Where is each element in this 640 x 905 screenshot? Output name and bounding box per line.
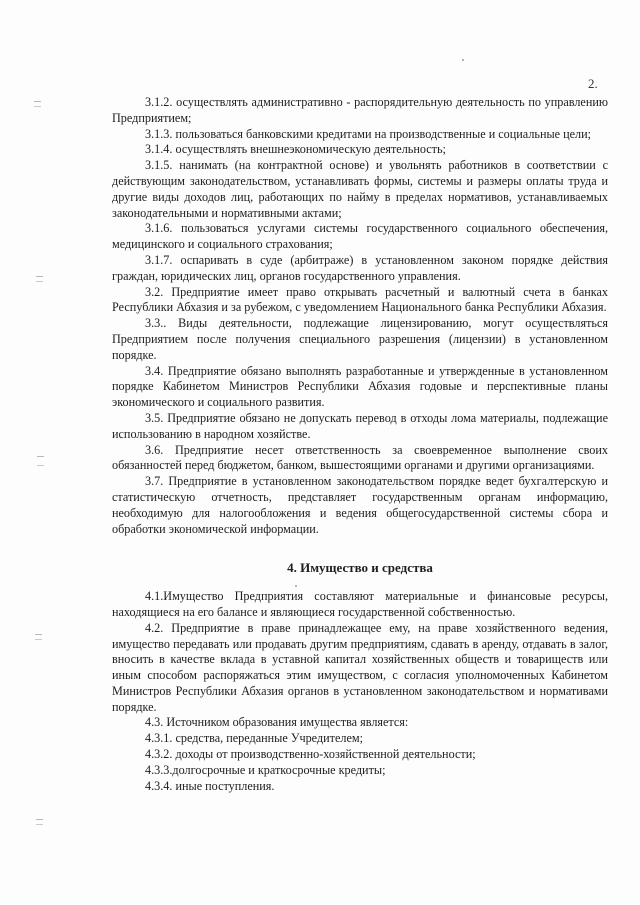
scan-mark [36,276,43,282]
paragraph-4-2: 4.2. Предприятие в праве принадлежащее ему, на праве хозяйственного ведения, имущество передавать или продавать другим предприятиям, сдавать в аренду, отдавать в залог, вносить в качестве вклада в уставной капитал хозяйственных обществ и товариществ или иным способом распоряжаться этим имуществом, с согласия уполномоченных Кабинетом Министров Республики Абхазия органов в установленном законодательством и нормативами порядке. [112,620,608,714]
scan-mark [36,819,43,825]
paragraph-3-5: 3.5. Предприятие обязано не допускать перевод в отходы лома материалы, подлежащие использованию в народном хозяйстве. [112,410,608,441]
paragraph-3-1-2: 3.1.2. осуществлять административно - распорядительную деятельность по управлению Предприятием; [112,95,608,125]
paragraph-3-1-3: 3.1.3. пользоваться банковскими кредитами на производственные и социальные цели; [145,126,592,141]
page-number: 2. [588,76,598,91]
paragraph-3-1-4: 3.1.4. осуществлять внешнеэкономическую деятельность; [145,142,446,157]
paragraph-3-1-5: 3.1.5. нанимать (на контрактной основе) и увольнять работников в соответствии с действующим законодательством, устанавливать формы, системы и размеры оплаты труда и другие виды доходов лиц, работающих по найму в пределах нормативов, устанавливаемых законодательными и нормативными актами; [112,158,608,220]
paragraph-4-3-4: 4.3.4. иные поступления. [145,778,275,793]
scan-speck [462,59,464,61]
document-body [112,95,608,794]
scan-mark [37,456,44,466]
paragraph-3-1-6: 3.1.6. пользоваться услугами системы государственного социального обеспечения, медицинского и социального страхования; [112,221,608,252]
scan-mark [34,101,41,107]
paragraph-3-7: 3.7. Предприятие в установленном законодательством порядке ведет бухгалтерскую и статистическую отчетность, представляет государственным органам информацию, необходимую для налогообложения и ведения общегосударственной системы сбора и обработки экономической информации. [112,474,608,536]
section-title: 4. Имущество и средства [287,560,433,576]
paragraph-3-3: 3.3.. Виды деятельности, подлежащие лицензированию, могут осуществляться Предприятием после получения специального разрешения (лицензии) в установленном порядке. [112,316,608,362]
paragraph-3-2: 3.2. Предприятие имеет право открывать расчетный и валютный счета в банках Республики Абхазия и за рубежом, с уведомлением Национального банка Республики Абхазия. [112,284,608,315]
scan-mark [35,634,42,640]
paragraph-4-3-3: 4.3.3.долгосрочные и краткосрочные кредиты; [145,762,386,777]
paragraph-4-3-2: 4.3.2. доходы от производственно-хозяйственной деятельности; [145,747,476,762]
paragraph-3-4: 3.4. Предприятие обязано выполнять разработанные и утвержденные в установленном порядке Кабинетом Министров Республики Абхазия годовые и перспективные планы экономического и социального развития. [112,363,608,410]
paragraph-4-3: 4.3. Источником образования имущества является: [145,715,409,730]
paragraph-3-1-7: 3.1.7. оспаривать в суде (арбитраже) в установленном законом порядке действия граждан, юридических лиц, органов государственного управления. [112,252,608,283]
paragraph-4-3-1: 4.3.1. средства, переданные Учредителем; [145,731,363,746]
paragraph-4-1: 4.1.Имущество Предприятия составляют материальные и финансовые ресурсы, находящиеся на его балансе и являющиеся государственной собственностью. [112,589,608,619]
paragraph-3-6: 3.6. Предприятие несет ответственность за своевременное выполнение своих обязанностей перед бюджетом, банком, вышестоящими органами и другими организациями. [112,442,608,473]
